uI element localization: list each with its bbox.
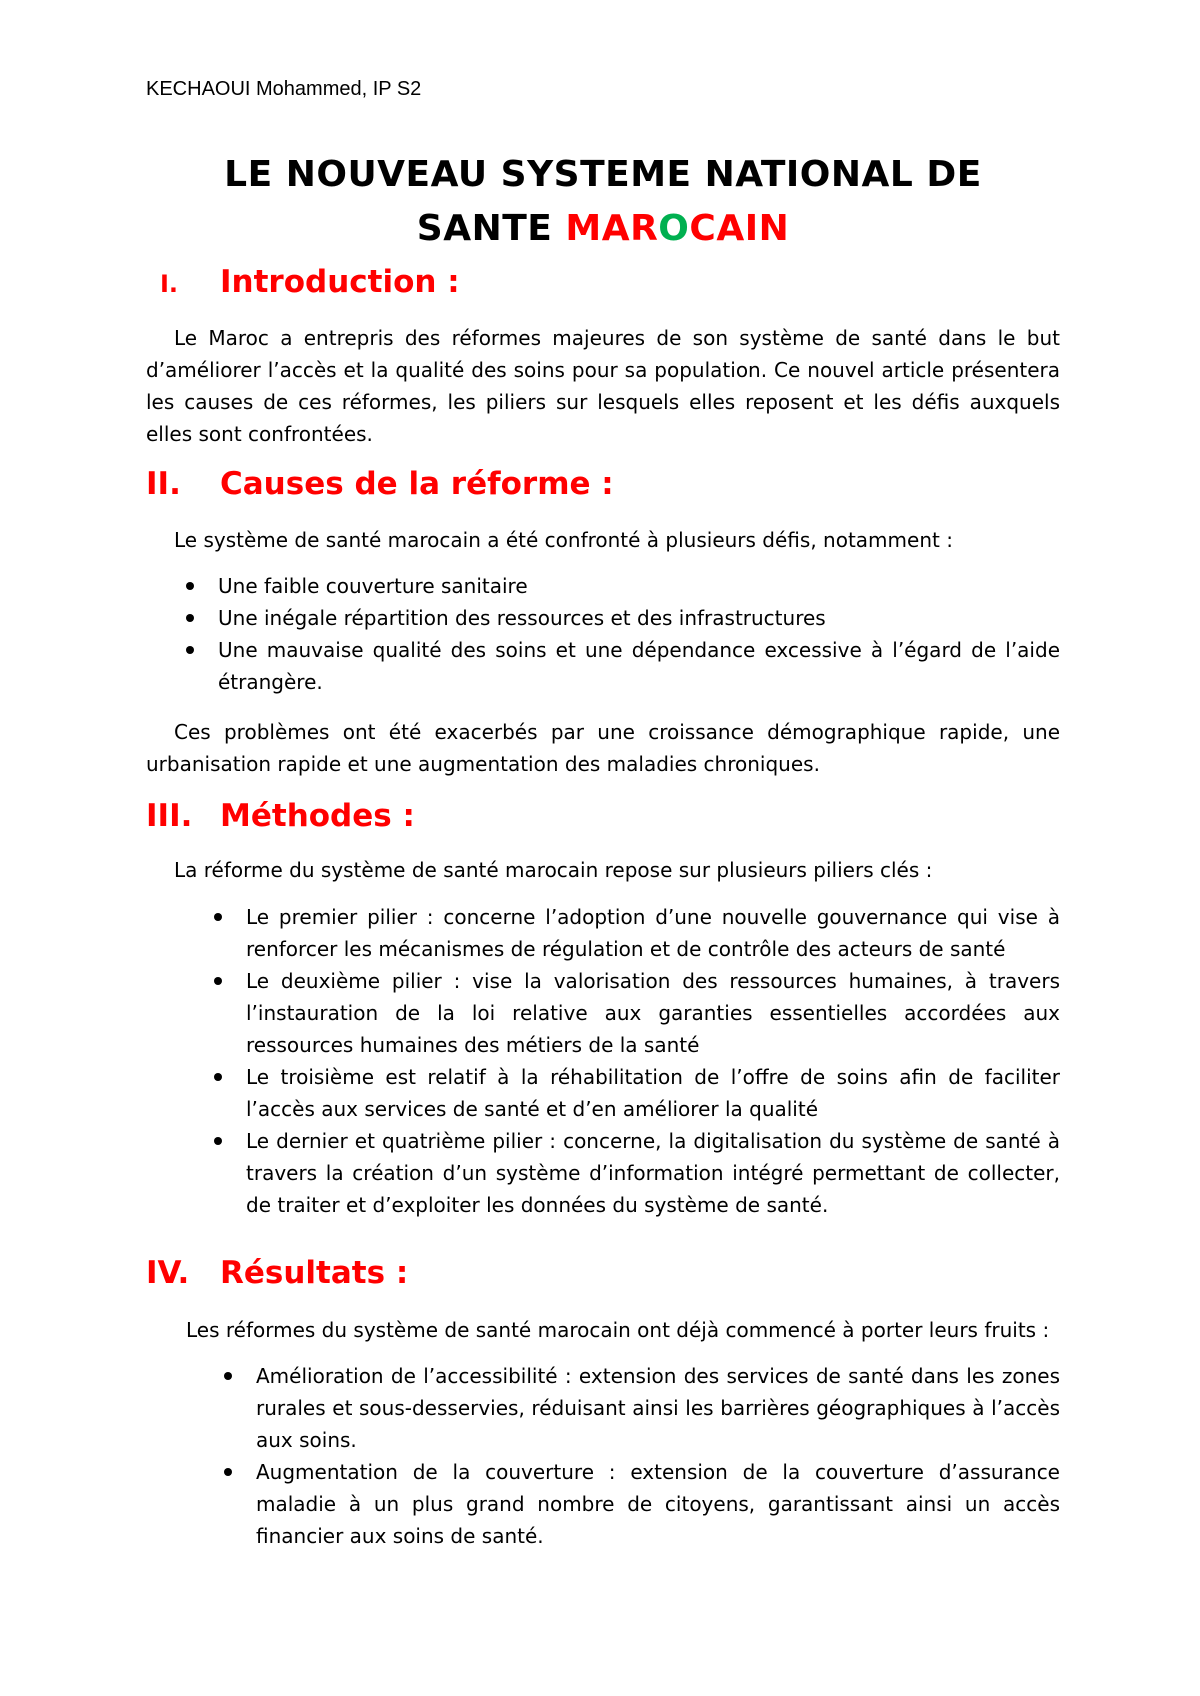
causes-outro: Ces problèmes ont été exacerbés par une croissance démographique rapide, une urbanisation rapide et une augmentation des maladies chroniques. xyxy=(146,720,1060,776)
author-line: KECHAOUI Mohammed, IP S2 xyxy=(146,78,422,100)
list-item: Le deuxième pilier : vise la valorisation des ressources humaines, à travers l’instauration de la loi relative aux garanties essentielles accordées aux ressources humaines des métiers de la santé xyxy=(246,965,1060,1061)
list-item: Le troisième est relatif à la réhabilitation de l’offre de soins afin de faciliter l’accès aux services de santé et d’en améliorer la qualité xyxy=(246,1061,1060,1125)
section-heading-methodes xyxy=(146,796,415,836)
title-line-1: LE NOUVEAU SYSTEME NATIONAL DE xyxy=(224,154,982,195)
section-heading-introduction xyxy=(146,262,460,304)
resultats-intro: Les réformes du système de santé marocain ont déjà commencé à porter leurs fruits : xyxy=(186,1318,1050,1342)
causes-list xyxy=(218,570,1060,698)
methodes-list xyxy=(246,901,1060,1221)
list-item: Augmentation de la couverture : extension de la couverture d’assurance maladie à un plus grand nombre de citoyens, garantissant ainsi un accès financier aux soins de santé. xyxy=(256,1456,1060,1552)
title-accent-red-1: MAR xyxy=(565,208,659,249)
section-number: I. xyxy=(160,270,179,298)
title-prefix: SANTE xyxy=(416,208,566,249)
list-item: Une faible couverture sanitaire xyxy=(218,570,1060,602)
causes-intro: Le système de santé marocain a été confronté à plusieurs défis, notamment : xyxy=(174,528,953,552)
section-title: Causes de la réforme : xyxy=(220,466,614,502)
section-heading-causes xyxy=(146,464,614,504)
section-number: III. xyxy=(146,798,193,834)
section-number: II. xyxy=(146,466,181,502)
section-title: Résultats : xyxy=(220,1255,409,1291)
title-line-2 xyxy=(146,202,1060,256)
list-item: Le dernier et quatrième pilier : concerne, la digitalisation du système de santé à travers la création d’un système d’information intégré permettant de collecter, de traiter et d’exploiter les données du système de santé. xyxy=(246,1125,1060,1221)
list-item: Amélioration de l’accessibilité : extension des services de santé dans les zones rurales et sous-desservies, réduisant ainsi les barrières géographiques à l’accès aux soins. xyxy=(256,1360,1060,1456)
introduction-paragraph: Le Maroc a entrepris des réformes majeures de son système de santé dans le but d’améliorer l’accès et la qualité des soins pour sa population. Ce nouvel article présentera les causes de ces réformes, les piliers sur lesquels elles reposent et les défis auxquels elles sont confrontées. xyxy=(146,326,1060,446)
section-heading-resultats xyxy=(146,1253,408,1293)
section-number: IV. xyxy=(146,1255,190,1291)
document-title xyxy=(146,148,1060,256)
resultats-list xyxy=(256,1360,1060,1552)
list-item: Une inégale répartition des ressources et des infrastructures xyxy=(218,602,1060,634)
title-accent-green: O xyxy=(658,208,690,249)
title-accent-red-2: CAIN xyxy=(689,208,790,249)
section-title: Introduction : xyxy=(220,264,460,300)
list-item: Le premier pilier : concerne l’adoption d’une nouvelle gouvernance qui vise à renforcer les mécanismes de régulation et de contrôle des acteurs de santé xyxy=(246,901,1060,965)
methodes-intro: La réforme du système de santé marocain repose sur plusieurs piliers clés : xyxy=(174,858,933,882)
list-item: Une mauvaise qualité des soins et une dépendance excessive à l’égard de l’aide étrangère. xyxy=(218,634,1060,698)
section-title: Méthodes : xyxy=(220,798,415,834)
